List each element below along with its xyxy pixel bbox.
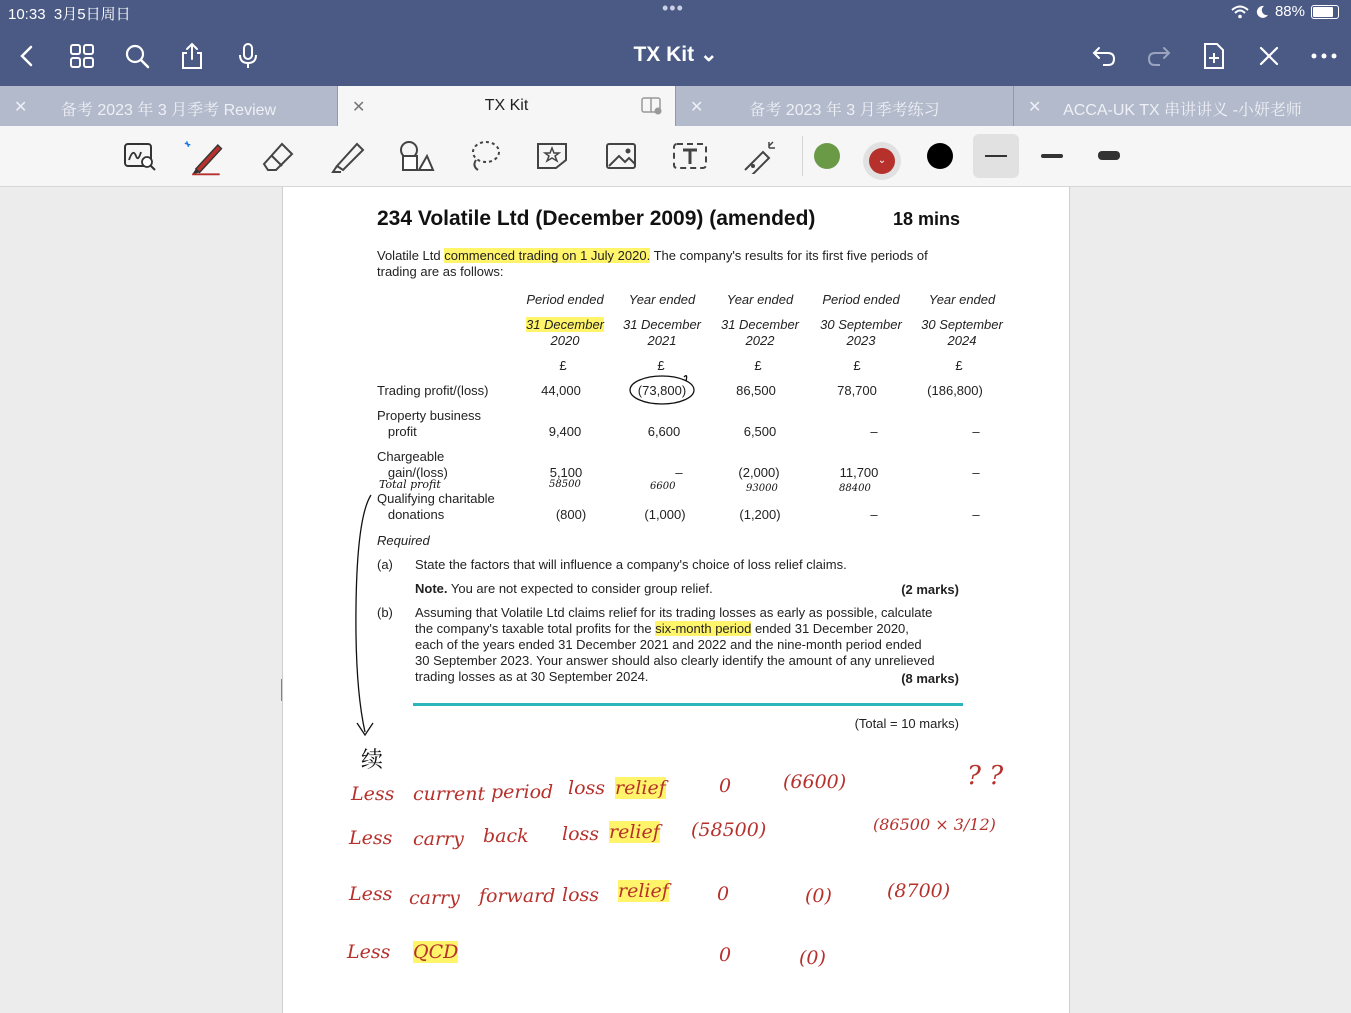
moon-icon bbox=[1255, 5, 1269, 19]
handwritten-total: 88400 bbox=[839, 483, 871, 494]
toolbar-divider bbox=[802, 136, 803, 176]
hw-question: ? ? bbox=[967, 761, 1004, 791]
col-header-1: Period ended bbox=[526, 292, 604, 307]
cell-qcd: (1,000) bbox=[644, 507, 686, 522]
part-b-marks: (8 marks) bbox=[901, 671, 959, 686]
cell-qcd: – bbox=[972, 507, 980, 522]
stroke-thick[interactable] bbox=[1098, 151, 1120, 160]
status-time: 10:33 3月5日周日 bbox=[8, 6, 131, 23]
stroke-medium[interactable] bbox=[1041, 154, 1063, 158]
cell-pbp: 6,500 bbox=[743, 424, 777, 439]
cell-tp: 86,500 bbox=[736, 383, 776, 398]
cell-cg: 11,700 bbox=[839, 465, 879, 480]
hw-less: Less bbox=[349, 883, 393, 905]
hw-word-highlighted: relief bbox=[615, 777, 666, 799]
undo-icon[interactable] bbox=[1088, 40, 1120, 72]
tab-tx-kit[interactable] bbox=[338, 86, 676, 126]
pen-close-icon[interactable] bbox=[1253, 40, 1285, 72]
laser-pointer-icon[interactable] bbox=[737, 134, 781, 178]
cell-cg: (2,000) bbox=[738, 465, 780, 480]
status-right bbox=[1231, 3, 1339, 20]
tab-close-icon[interactable]: ✕ bbox=[690, 99, 704, 116]
hw-less: Less bbox=[351, 783, 395, 805]
row-label-qcd: Qualifying charitable donations bbox=[377, 491, 495, 522]
nav-bar bbox=[0, 26, 1351, 86]
total-marks: (Total = 10 marks) bbox=[854, 716, 959, 731]
hw-word: loss bbox=[562, 823, 600, 845]
cell-qcd: – bbox=[870, 507, 878, 522]
multitasking-dots[interactable]: ••• bbox=[662, 0, 684, 18]
cell-qcd: (1,200) bbox=[739, 507, 781, 522]
cell-cg: 5,100 bbox=[549, 465, 583, 480]
stroke-thin-selected[interactable] bbox=[973, 134, 1019, 178]
document-title[interactable]: TX Kit ⌄ bbox=[633, 43, 718, 66]
highlighter-tool-icon[interactable] bbox=[325, 134, 369, 178]
row-label-gain: Chargeable gain/(loss) bbox=[377, 449, 448, 480]
hw-value: (86500 × 3/12) bbox=[873, 815, 996, 834]
handwritten-continue: 续 bbox=[361, 748, 384, 773]
currency: £ bbox=[754, 358, 762, 373]
handwritten-total-label: Total profit bbox=[379, 478, 441, 491]
tab-label: 备考 2023 年 3 月季考 Review bbox=[60, 102, 277, 119]
col-date-3: 31 December 2022 bbox=[720, 317, 800, 348]
tab-label: ACCA-UK TX 串讲讲义 -小妍老师 bbox=[1063, 102, 1302, 119]
battery-icon bbox=[1311, 5, 1339, 19]
add-page-icon[interactable] bbox=[1198, 40, 1230, 72]
hw-word: period bbox=[491, 781, 554, 803]
hw-value: (58500) bbox=[691, 819, 767, 841]
hw-value: (6600) bbox=[783, 771, 847, 793]
tab-close-icon[interactable]: ✕ bbox=[14, 99, 28, 116]
hw-less: Less bbox=[347, 941, 391, 963]
col-header-5: Year ended bbox=[928, 292, 996, 307]
hw-word-highlighted: QCD bbox=[413, 941, 459, 963]
pen-tool-icon[interactable] bbox=[183, 134, 227, 178]
split-view-icon[interactable] bbox=[641, 97, 663, 115]
col-date-5: 30 September 2024 bbox=[921, 317, 1003, 348]
wifi-icon bbox=[1231, 5, 1249, 19]
part-a-marks: (2 marks) bbox=[901, 582, 959, 597]
currency: £ bbox=[657, 358, 665, 373]
battery-percent: 88% bbox=[1274, 3, 1305, 20]
hw-word: carry bbox=[413, 828, 464, 850]
status-bar bbox=[0, 0, 1351, 26]
tab-label: 备考 2023 年 3 月季考练习 bbox=[749, 102, 940, 119]
col-header-4: Period ended bbox=[822, 292, 900, 307]
hw-word: loss bbox=[568, 777, 606, 799]
circle-annotation bbox=[628, 371, 698, 407]
tab-label: TX Kit bbox=[484, 97, 529, 114]
shapes-tool-icon[interactable] bbox=[393, 134, 437, 178]
cell-tp: (186,800) bbox=[927, 383, 983, 398]
hw-value: 0 bbox=[719, 944, 732, 966]
hw-word-highlighted: relief bbox=[618, 880, 669, 902]
hw-value: (0) bbox=[805, 885, 832, 907]
question-title: 234 Volatile Ltd (December 2009) (amended) bbox=[377, 207, 816, 230]
cell-tp: 78,700 bbox=[837, 383, 877, 398]
col-header-3: Year ended bbox=[726, 292, 794, 307]
cell-qcd: (800) bbox=[555, 507, 587, 522]
cell-cg: – bbox=[972, 465, 980, 480]
tab-practice[interactable] bbox=[676, 86, 1014, 126]
hw-word: back bbox=[483, 825, 529, 847]
hw-word: forward bbox=[479, 885, 556, 907]
hw-word: current bbox=[413, 783, 486, 805]
more-icon[interactable] bbox=[1308, 40, 1340, 72]
cell-tp: 44,000 bbox=[541, 383, 581, 398]
currency: £ bbox=[955, 358, 963, 373]
currency: £ bbox=[559, 358, 567, 373]
tab-review[interactable] bbox=[0, 86, 338, 126]
row-label-property: Property business profit bbox=[377, 408, 482, 439]
handwriting-zoom-icon[interactable] bbox=[118, 134, 162, 178]
hw-value: (8700) bbox=[887, 880, 951, 902]
color-swatch-red-selected[interactable] bbox=[863, 142, 901, 180]
tab-close-icon[interactable]: ✕ bbox=[352, 99, 366, 116]
cell-pbp: 6,600 bbox=[647, 424, 681, 439]
currency: £ bbox=[853, 358, 861, 373]
part-b-text: Assuming that Volatile Ltd claims relief for its trading losses as early as possible, calculate the company's taxable total profits for the six-month period ended 31 December 2020, each of the years ended 31 December 2021 and 2022 and the nine-month period ended 30 September 2023. Your answer should also clearly identify the amount of any unrelieved trading losses as at 30 September 2024. bbox=[415, 605, 935, 684]
cell-cg: – bbox=[675, 465, 683, 480]
hw-word: carry bbox=[409, 887, 460, 909]
document-page[interactable] bbox=[282, 187, 1070, 1013]
image-tool-icon[interactable] bbox=[599, 134, 643, 178]
part-a-label: (a) bbox=[377, 557, 393, 572]
required-label: Required bbox=[377, 533, 430, 548]
handwritten-total: 58500 bbox=[549, 479, 581, 490]
hw-less: Less bbox=[349, 827, 393, 849]
col-header-2: Year ended bbox=[628, 292, 696, 307]
eraser-tool-icon[interactable] bbox=[256, 134, 300, 178]
text-tool-icon[interactable] bbox=[668, 134, 712, 178]
intro-text: Volatile Ltd commenced trading on 1 July 2020. The company's results for its first five periods of trading are as follows: bbox=[377, 248, 928, 279]
redo-icon[interactable] bbox=[1143, 40, 1175, 72]
col-date-1: 31 December 2020 bbox=[525, 317, 605, 348]
hw-value: 0 bbox=[717, 883, 730, 905]
sticker-tool-icon[interactable] bbox=[530, 134, 574, 178]
chevron-down-icon: ⌄ bbox=[869, 148, 895, 174]
handwritten-arrow bbox=[349, 487, 389, 747]
tab-notes[interactable] bbox=[1014, 86, 1351, 126]
tab-bar bbox=[0, 86, 1351, 126]
part-a-text: State the factors that will influence a company's choice of loss relief claims. bbox=[415, 557, 847, 572]
cell-pbp: – bbox=[972, 424, 980, 439]
color-swatch-green[interactable] bbox=[814, 143, 840, 169]
hw-value: 0 bbox=[719, 775, 732, 797]
col-date-2: 31 December 2021 bbox=[622, 317, 702, 348]
handwritten-total: 6600 bbox=[650, 481, 676, 492]
note-text: Note. You are not expected to consider group relief. bbox=[415, 581, 713, 596]
part-b-label: (b) bbox=[377, 605, 393, 620]
question-time: 18 mins bbox=[893, 209, 961, 229]
section-divider bbox=[413, 703, 963, 706]
cell-pbp: – bbox=[870, 424, 878, 439]
drawing-toolbar bbox=[0, 126, 1351, 187]
cell-tp: (73,800) bbox=[637, 383, 687, 398]
hw-word: loss bbox=[562, 884, 600, 906]
color-swatch-black[interactable] bbox=[927, 143, 953, 169]
handwritten-total: 93000 bbox=[746, 483, 778, 494]
hw-value: (0) bbox=[799, 947, 826, 969]
tab-close-icon[interactable]: ✕ bbox=[1028, 99, 1042, 116]
row-label-trading: Trading profit/(loss) bbox=[377, 383, 489, 398]
cell-pbp: 9,400 bbox=[548, 424, 582, 439]
hw-word-highlighted: relief bbox=[609, 821, 660, 843]
lasso-tool-icon[interactable] bbox=[462, 134, 506, 178]
col-date-4: 30 September 2023 bbox=[820, 317, 902, 348]
